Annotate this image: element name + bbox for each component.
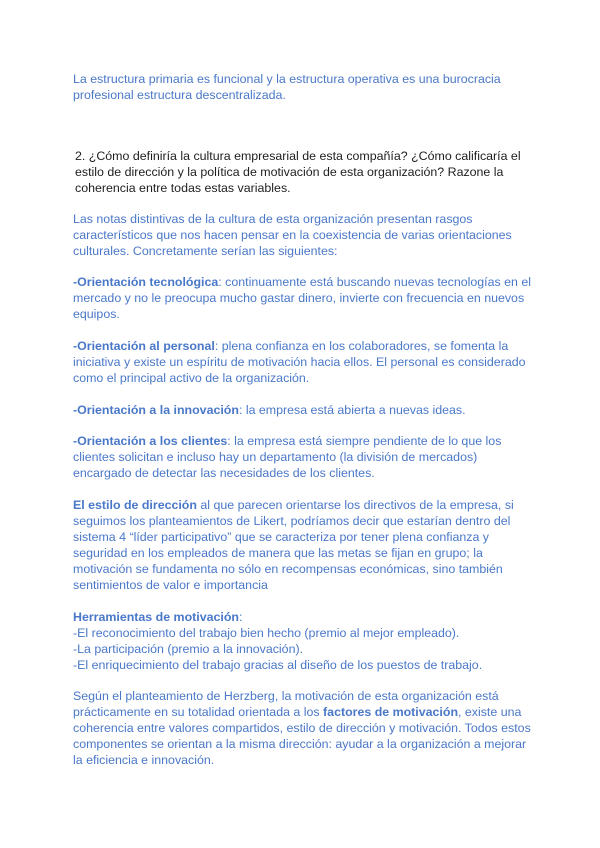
text-line: característicos que nos hacen pensar en la coexistencia de varias orientaciones: [73, 227, 512, 242]
text-line: la eficiencia e innovación.: [73, 752, 215, 767]
text-line: profesional estructura descentralizada.: [73, 87, 286, 102]
text-line: mercado y no le preocupa mucho gastar dinero, invierte con frecuencia en nuevos: [73, 290, 525, 305]
list-item: -El enriquecimiento del trabajo gracias al diseño de los puestos de trabajo.: [73, 657, 483, 672]
orientation-clients-paragraph: [73, 434, 533, 482]
direction-style-paragraph: [73, 498, 533, 593]
orientation-innovation-paragraph: [73, 403, 533, 419]
bold-heading: El estilo de dirección: [73, 498, 197, 512]
text-line: sistema 4 “líder participativo” que se caracteriza por tener plena confianza y: [73, 529, 489, 544]
bold-heading: Herramientas de motivación: [73, 610, 239, 624]
motivation-tools-list: [73, 610, 533, 674]
bold-heading: -Orientación al personal: [73, 339, 215, 353]
text-line: encargado de detectar las necesidades de los clientes.: [73, 465, 375, 480]
text-line: :: [238, 610, 243, 624]
orientation-personal-paragraph: [73, 339, 533, 387]
herzberg-paragraph: [73, 689, 533, 769]
bold-heading: -Orientación tecnológica: [73, 275, 219, 289]
culture-paragraph: [73, 212, 533, 260]
text-line: clientes solicitan e incluso hay un departamento (la división de mercados): [73, 449, 478, 464]
text-line: motivación se fundamenta no sólo en recompensas económicas, sino también: [73, 561, 503, 576]
text-line: seguimos los planteamientos de Likert, podríamos decir que estarían dentro del: [73, 513, 511, 528]
text-line: culturales. Concretamente serían las siguientes:: [73, 243, 338, 258]
text-line: seguridad en los empleados de manera que las metas se fijan en grupo; la: [73, 545, 483, 560]
text-line: como el principal activo de la organización.: [73, 370, 310, 385]
text-line: al que parecen orientarse los directivos de la empresa, si: [196, 498, 514, 512]
text-line: : continuamente está buscando nuevas tecnologías en el: [218, 275, 532, 289]
text-line: : la empresa está siempre pendiente de lo que los: [227, 434, 502, 448]
text-line: Las notas distintivas de la cultura de esta organización presentan rasgos: [73, 212, 473, 226]
text-line: equipos.: [73, 306, 120, 321]
text-line: : plena confianza en los colaboradores, se fomenta la: [214, 339, 509, 353]
text-line: sentimientos de valor e importancia: [73, 577, 268, 592]
list-item: -La participación (premio a la innovación).: [73, 641, 304, 656]
text-line: iniciativa y existe un espíritu de motivación hacia ellos. El personal es considerado: [73, 354, 526, 369]
list-item: -El reconocimiento del trabajo bien hecho (premio al mejor empleado).: [73, 625, 460, 640]
intro-paragraph: [73, 72, 533, 104]
text-line: Según el planteamiento de Herzberg, la motivación de esta organización está: [73, 689, 499, 703]
text-line: coherencia entre valores compartidos, estilo de dirección y motivación. Todos estos: [73, 720, 531, 735]
text-line: estilo de dirección y la política de motivación de esta organización? Razone la: [75, 164, 504, 179]
question-paragraph: [75, 149, 535, 197]
text-line: prácticamente en su totalidad orientada a los: [73, 704, 324, 719]
text-line: La estructura primaria es funcional y la estructura operativa es una burocracia: [73, 72, 501, 86]
bold-heading: -Orientación a los clientes: [73, 434, 228, 448]
bold-term: factores de motivación: [323, 704, 459, 719]
text-line: coherencia entre todas estas variables.: [75, 180, 291, 195]
text-line: , existe una: [458, 704, 522, 719]
text-line: 2. ¿Cómo definiría la cultura empresarial de esta compañía? ¿Cómo calificaría el: [75, 149, 521, 163]
text-line: : la empresa está abierta a nuevas ideas.: [238, 403, 466, 417]
text-line: componentes se orientan a la misma dirección: ayudar a la organización a mejorar: [73, 736, 527, 751]
bold-heading: -Orientación a la innovación: [73, 403, 239, 417]
orientation-tech-paragraph: [73, 275, 533, 323]
